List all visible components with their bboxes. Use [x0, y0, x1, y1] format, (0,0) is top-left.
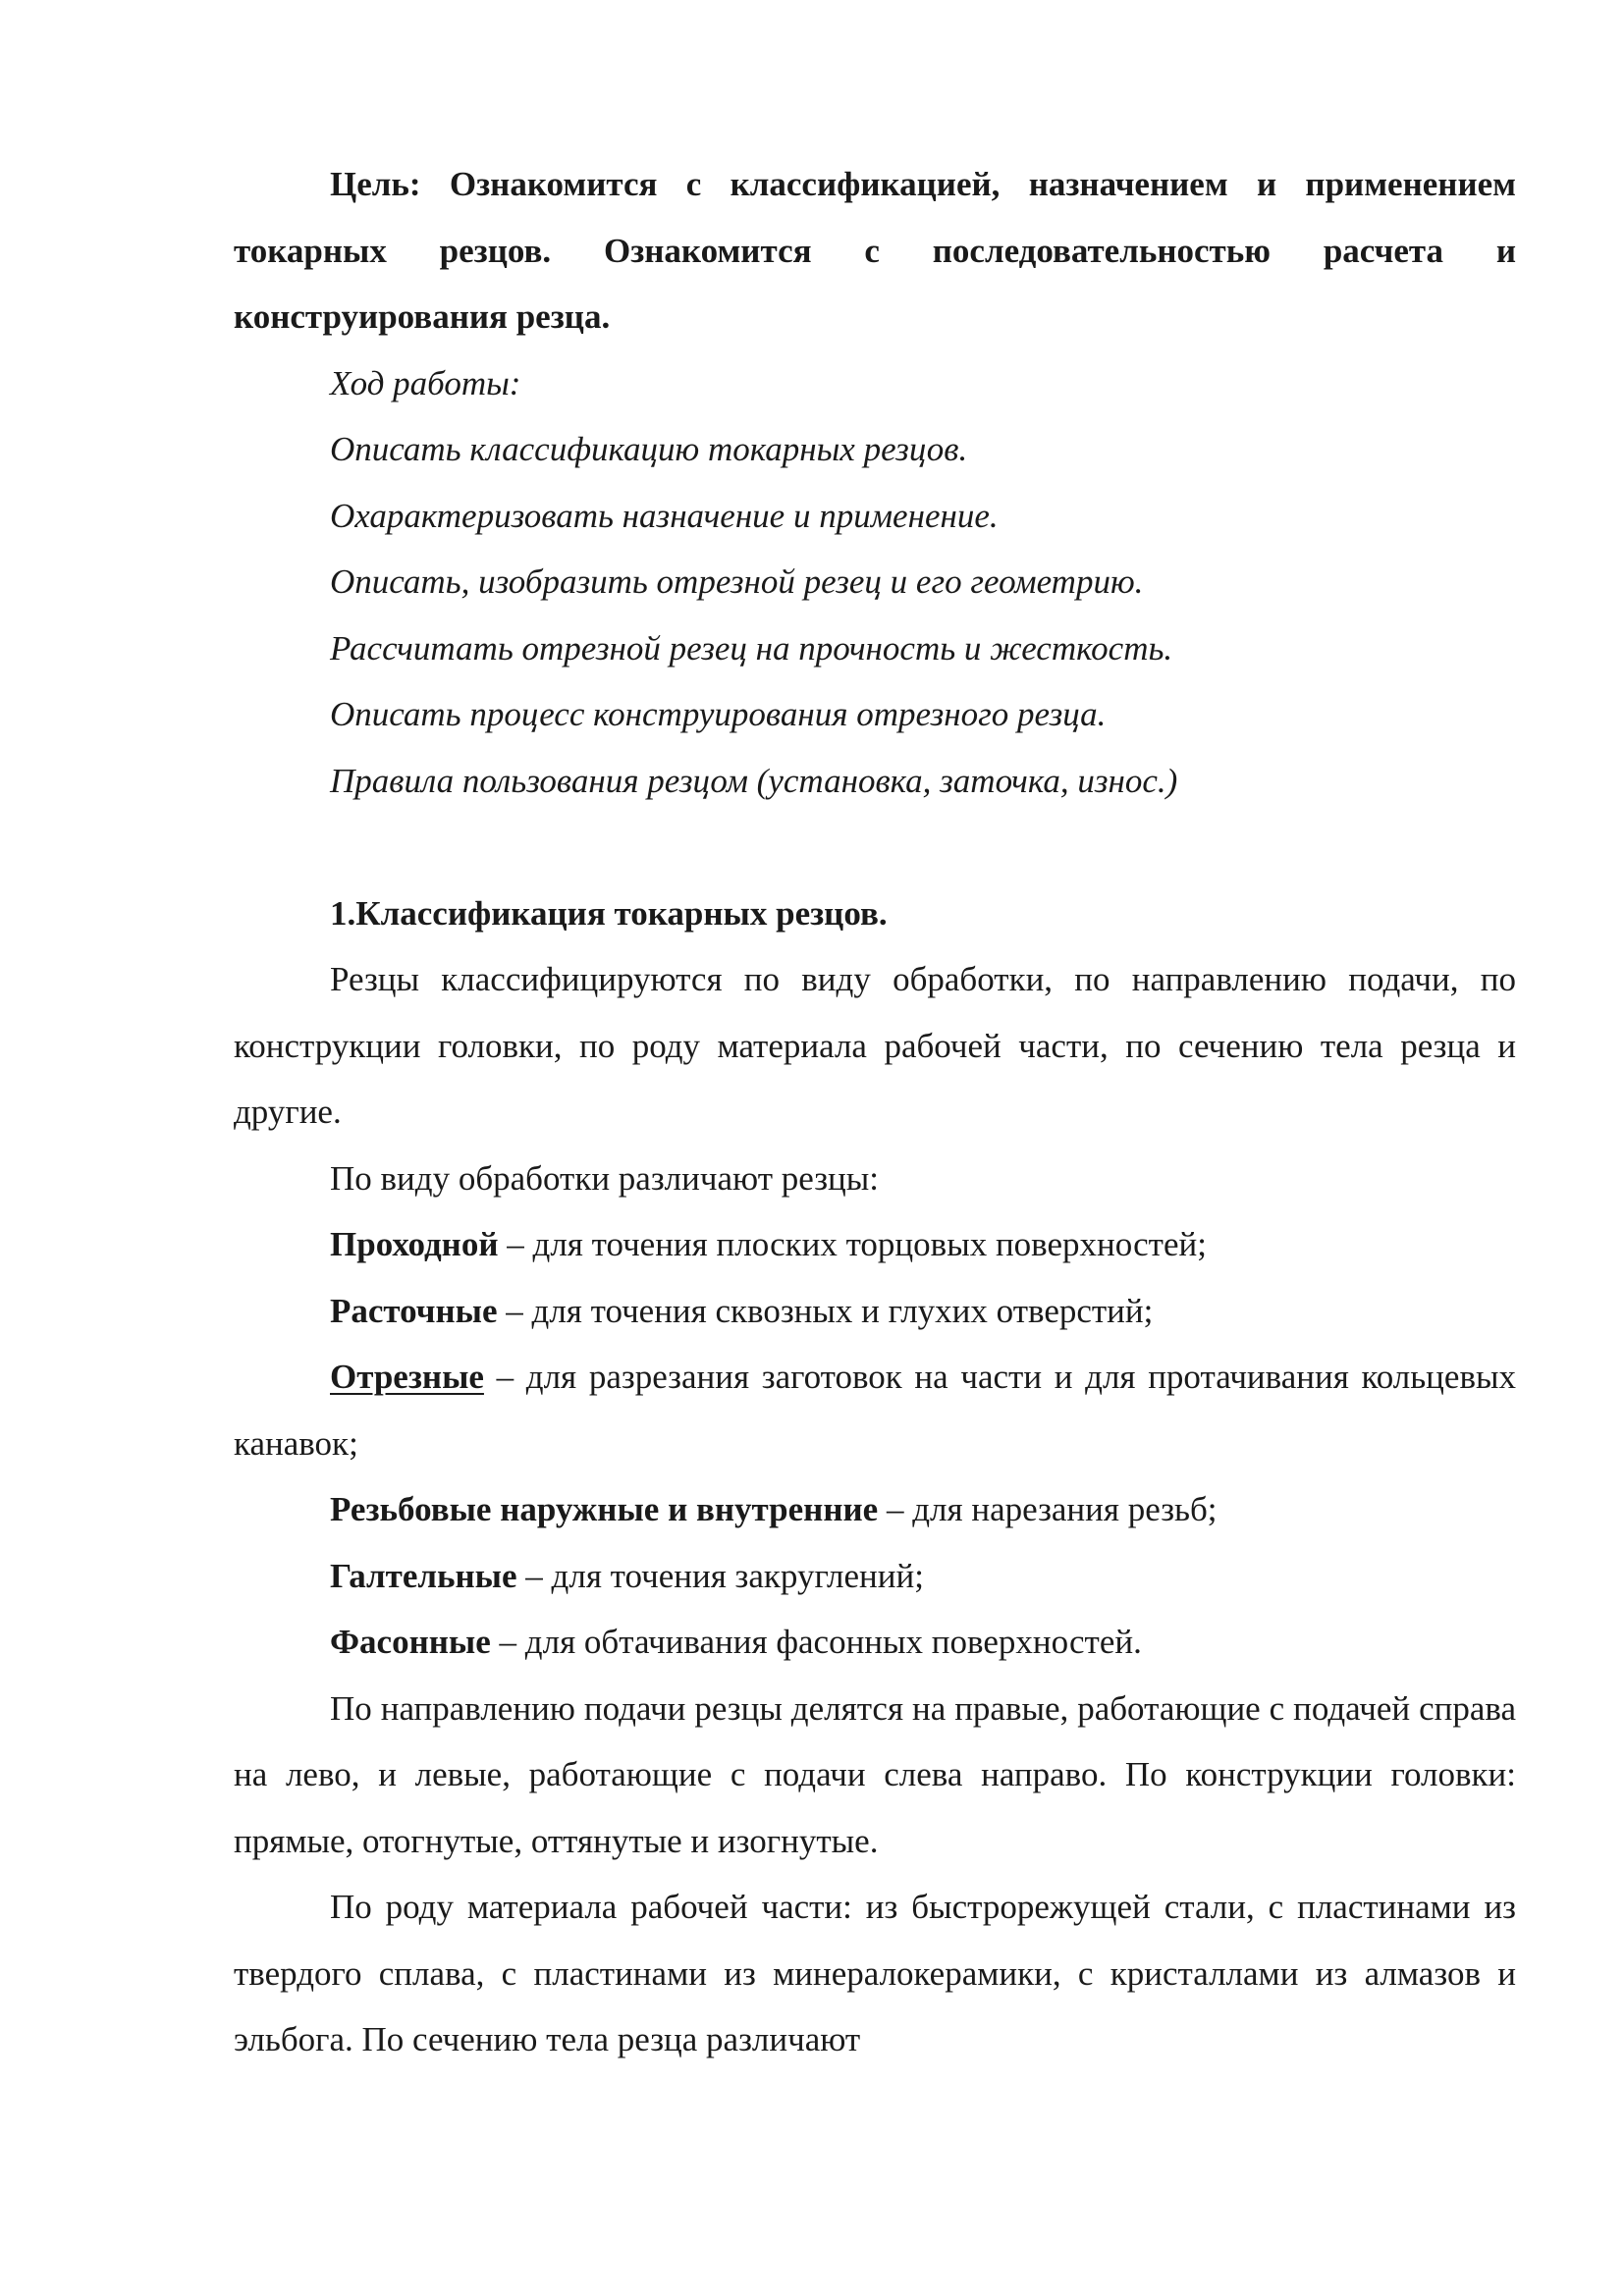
type-term: Фасонные [330, 1623, 491, 1661]
direction-paragraph: По направлению подачи резцы делятся на правые, работающие с подачей справа на лево, и левые, работающие с подачи слева направо. По конструкции головки: прямые, отогнутые, оттянутые и изогнутые. [234, 1688, 1516, 1860]
workflow-step: Охарактеризовать назначение и применение. [330, 496, 999, 535]
type-term: Резьбовые наружные и внутренние [330, 1490, 879, 1528]
type-desc: – для разрезания заготовок на части и для протачивания кольцевых канавок; [234, 1358, 1516, 1463]
section-heading: 1.Классификация токарных резцов. [330, 893, 888, 933]
workflow-title: Ход работы: [330, 363, 521, 402]
workflow-step: Описать классификацию токарных резцов. [330, 430, 968, 468]
type-desc: – для нарезания резьб; [878, 1490, 1218, 1528]
type-item [234, 1278, 1516, 1345]
workflow-step: Описать, изобразить отрезной резец и его геометрию. [330, 562, 1144, 601]
type-item [234, 1543, 1516, 1610]
workflow-list [330, 350, 1516, 815]
goal-text: Ознакомится с классификацией, назначением и применением токарных резцов. Ознакомится с последовательностью расчета и конструирования резца. [234, 165, 1517, 336]
type-item [234, 1344, 1516, 1476]
type-desc: – для точения плоских торцовых поверхностей; [498, 1225, 1207, 1263]
type-desc: – для точения закруглений; [516, 1556, 924, 1595]
blank-line [234, 814, 1516, 881]
by-processing-line: По виду обработки различают резцы: [330, 1158, 879, 1198]
type-desc: – для точения сквозных и глухих отверстий; [497, 1291, 1154, 1330]
document-body [234, 151, 1516, 2073]
material-paragraph: По роду материала рабочей части: из быстрорежущей стали, с пластинами из твердого сплава, с пластинами из минералокерамики, с кристаллами из алмазов и эльбога. По сечению тела резца различают [234, 1888, 1516, 2058]
workflow-step: Правила пользования резцом (установка, заточка, износ.) [330, 761, 1178, 800]
type-term: Галтельные [330, 1556, 517, 1595]
type-item [234, 1211, 1516, 1278]
type-term: Проходной [330, 1225, 499, 1263]
workflow-step: Рассчитать отрезной резец на прочность и жесткость. [330, 628, 1173, 667]
intro-paragraph: Резцы классифицируются по виду обработки, по направлению подачи, по конструкции головки, по роду материала рабочей части, по сечению тела резца и другие. [234, 960, 1516, 1131]
type-item [234, 1609, 1516, 1676]
type-item [234, 1476, 1516, 1543]
type-term: Расточные [330, 1291, 498, 1330]
goal-label: Цель: [330, 165, 421, 203]
workflow-step: Описать процесс конструирования отрезного резца. [330, 695, 1107, 733]
goal-paragraph [234, 151, 1516, 350]
type-desc: – для обтачивания фасонных поверхностей. [490, 1623, 1142, 1661]
type-term: Отрезные [330, 1358, 484, 1396]
